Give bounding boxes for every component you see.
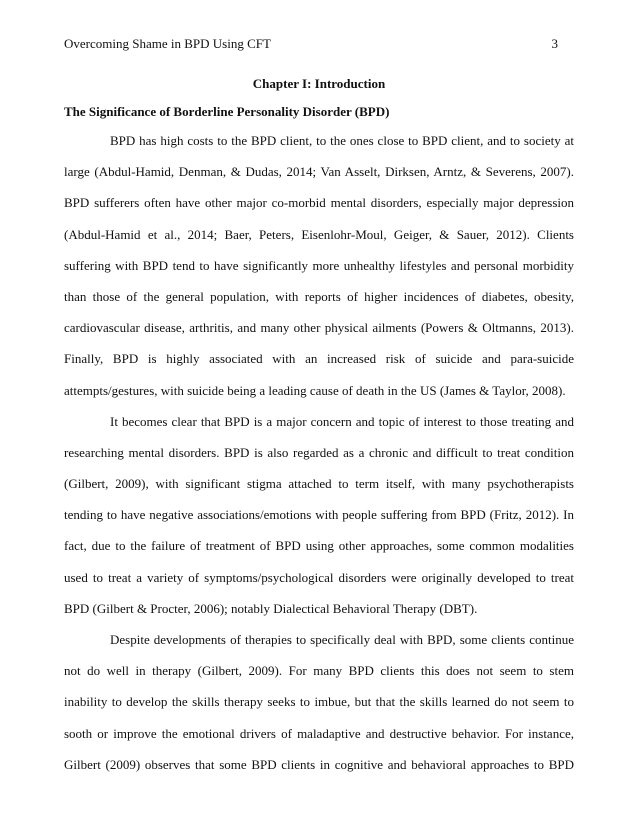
text-line: (Abdul-Hamid et al., 2014; Baer, Peters, Eisenlohr-Moul, Geiger, & Sauer, 2012). Clients: [64, 226, 574, 242]
text-line: suffering with BPD tend to have significantly more unhealthy lifestyles and personal morbidity: [64, 257, 574, 273]
text-line: BPD has high costs to the BPD client, to the ones close to BPD client, and to society at: [110, 133, 574, 148]
text-line: used to treat a variety of symptoms/psychological disorders were originally developed to treat: [64, 569, 574, 585]
text-line: not do well in therapy (Gilbert, 2009). For many BPD clients this does not seem to stem: [64, 663, 574, 679]
chapter-title: Chapter I: Introduction: [252, 76, 386, 91]
text-line: researching mental disorders. BPD is also regarded as a chronic and difficult to treat condition: [64, 444, 574, 460]
text-line: BPD sufferers often have other major co-morbid mental disorders, especially major depression: [64, 195, 574, 211]
text-line: BPD (Gilbert & Procter, 2006); notably Dialectical Behavioral Therapy (DBT).: [64, 600, 478, 616]
text-line: large (Abdul-Hamid, Denman, & Dudas, 2014; Van Asselt, Dirksen, Arntz, & Severens, 2007).: [64, 164, 574, 180]
text-line: sooth or improve the emotional drivers of maladaptive and destructive behavior. For instance,: [64, 725, 574, 741]
text-line: than those of the general population, with reports of higher incidences of diabetes, obesity,: [64, 288, 574, 304]
text-line: attempts/gestures, with suicide being a leading cause of death in the US (James & Taylor, 2008).: [64, 382, 566, 398]
text-line: Gilbert (2009) observes that some BPD clients in cognitive and behavioral approaches to BPD: [64, 756, 574, 772]
text-line: Finally, BPD is highly associated with an increased risk of suicide and para-suicide: [64, 351, 574, 367]
body-text: [64, 133, 574, 788]
section-heading: The Significance of Borderline Personality Disorder (BPD): [64, 104, 390, 119]
running-head: Overcoming Shame in BPD Using CFT: [64, 36, 271, 51]
text-line: tending to have negative associations/emotions with people suffering from BPD (Fritz, 2012). In: [64, 507, 574, 523]
text-line: (Gilbert, 2009), with significant stigma attached to term itself, with many psychotherapists: [64, 476, 574, 492]
text-line: Despite developments of therapies to specifically deal with BPD, some clients continue: [110, 632, 574, 647]
page-number: 3: [551, 36, 558, 51]
text-line: fact, due to the failure of treatment of BPD using other approaches, some common modalities: [64, 538, 574, 554]
text-line: cardiovascular disease, arthritis, and many other physical ailments (Powers & Oltmanns, 2013).: [64, 320, 574, 336]
text-line: inability to develop the skills therapy seeks to imbue, but that the skills learned do not seem to: [64, 694, 574, 710]
text-line: It becomes clear that BPD is a major concern and topic of interest to those treating and: [110, 413, 574, 429]
